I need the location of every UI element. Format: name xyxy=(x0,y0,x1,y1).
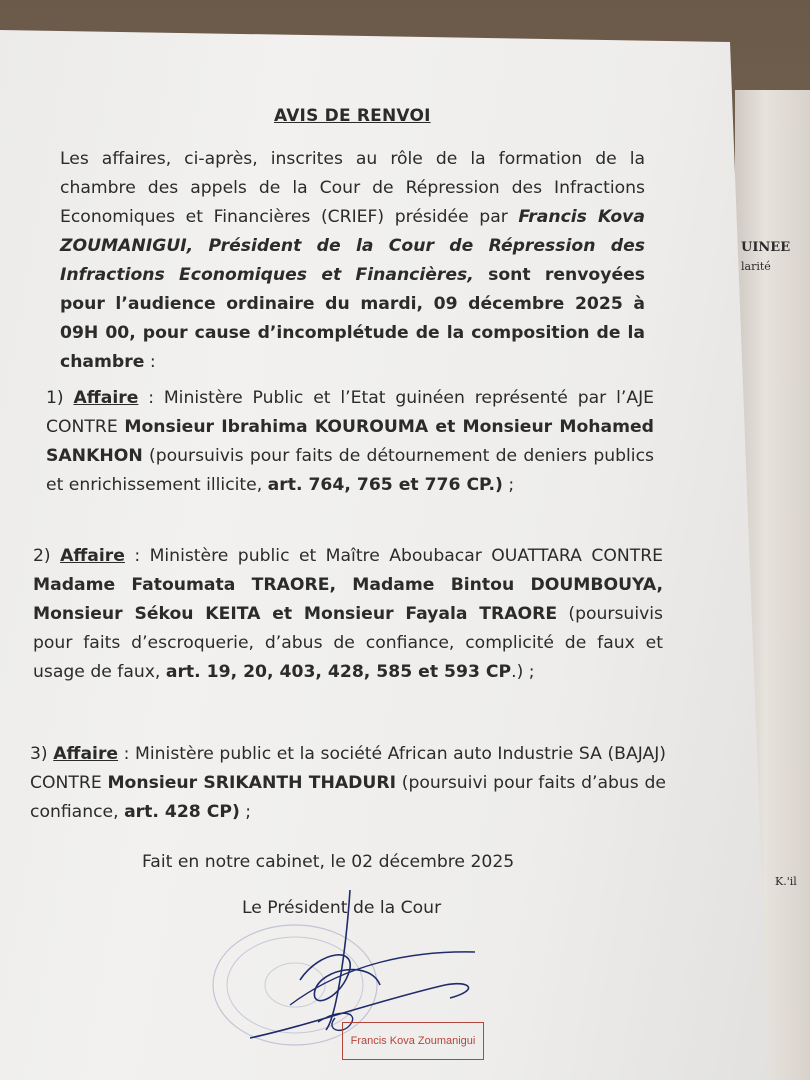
case-defendants: Madame Fatoumata TRAORE, Madame Bintou DOUMBOUYA, Monsieur Sékou KEITA et Monsieur Fayala TRAORE xyxy=(33,575,663,624)
case-articles: art. 19, 20, 403, 428, 585 et 593 CP xyxy=(165,662,512,682)
case-articles: art. 764, 765 et 776 CP.) xyxy=(267,475,503,495)
case-item-1 xyxy=(46,384,654,500)
name-stamp xyxy=(342,1022,484,1060)
case-item-2 xyxy=(33,542,663,687)
case-end: ; xyxy=(239,802,252,822)
case-articles: art. 428 CP) xyxy=(124,802,240,822)
document-title: AVIS DE RENVOI xyxy=(274,106,431,126)
case-label: Affaire xyxy=(60,546,125,566)
case-defendants: Monsieur SRIKANTH THADURI xyxy=(107,773,396,793)
case-defendants: Monsieur Ibrahima KOUROUMA et Monsieur Mohamed SANKHON xyxy=(46,417,654,466)
case-item-3 xyxy=(30,740,666,827)
president-name: Francis Kova ZOUMANIGUI, Président de la Cour de Répression des Infractions Economiques et Financières, xyxy=(60,207,645,285)
background-text-fragment: larité xyxy=(741,260,771,273)
case-number: 2) xyxy=(33,546,61,566)
intro-text: Les affaires, ci-après, inscrites au rôle de la formation de la chambre des appels de la Cour de Répression des Infractions Economiques et Financières (CRIEF) présidée par xyxy=(60,149,645,227)
stamp-text: Francis Kova Zoumanigui xyxy=(350,1035,476,1047)
case-end: ; xyxy=(502,475,515,495)
background-text-fragment: UINEE xyxy=(741,240,791,255)
case-number: 3) xyxy=(30,744,54,764)
intro-paragraph xyxy=(60,145,645,377)
case-end: .) ; xyxy=(511,662,535,682)
case-parties: : Ministère Public et l’Etat guinéen représenté par l’AJE CONTRE xyxy=(46,388,655,437)
case-charges: (poursuivi pour faits d’abus de confiance, xyxy=(30,773,666,822)
case-label: Affaire xyxy=(73,388,139,408)
case-label: Affaire xyxy=(53,744,119,764)
case-charges: (poursuivis pour faits de détournement de deniers publics et enrichissement illicite, xyxy=(46,446,654,495)
president-title: Le Président de la Cour xyxy=(242,898,442,918)
case-number: 1) xyxy=(46,388,74,408)
case-charges: (poursuivis pour faits d’escroquerie, d’abus de confiance, complicité de faux et usage de faux, xyxy=(33,604,663,682)
background-text-fragment: K.'il xyxy=(775,875,797,888)
hearing-details: sont renvoyées pour l’audience ordinaire du mardi, 09 décembre 2025 à 09H 00, pour cause d’incomplétude de la composition de la chambre xyxy=(60,265,645,372)
signature-date-line: Fait en notre cabinet, le 02 décembre 2025 xyxy=(142,852,515,872)
case-parties: : Ministère public et la société African auto Industrie SA (BAJAJ) CONTRE xyxy=(30,744,666,793)
intro-colon: : xyxy=(144,352,156,372)
case-parties: : Ministère public et Maître Aboubacar OUATTARA CONTRE xyxy=(124,546,664,566)
